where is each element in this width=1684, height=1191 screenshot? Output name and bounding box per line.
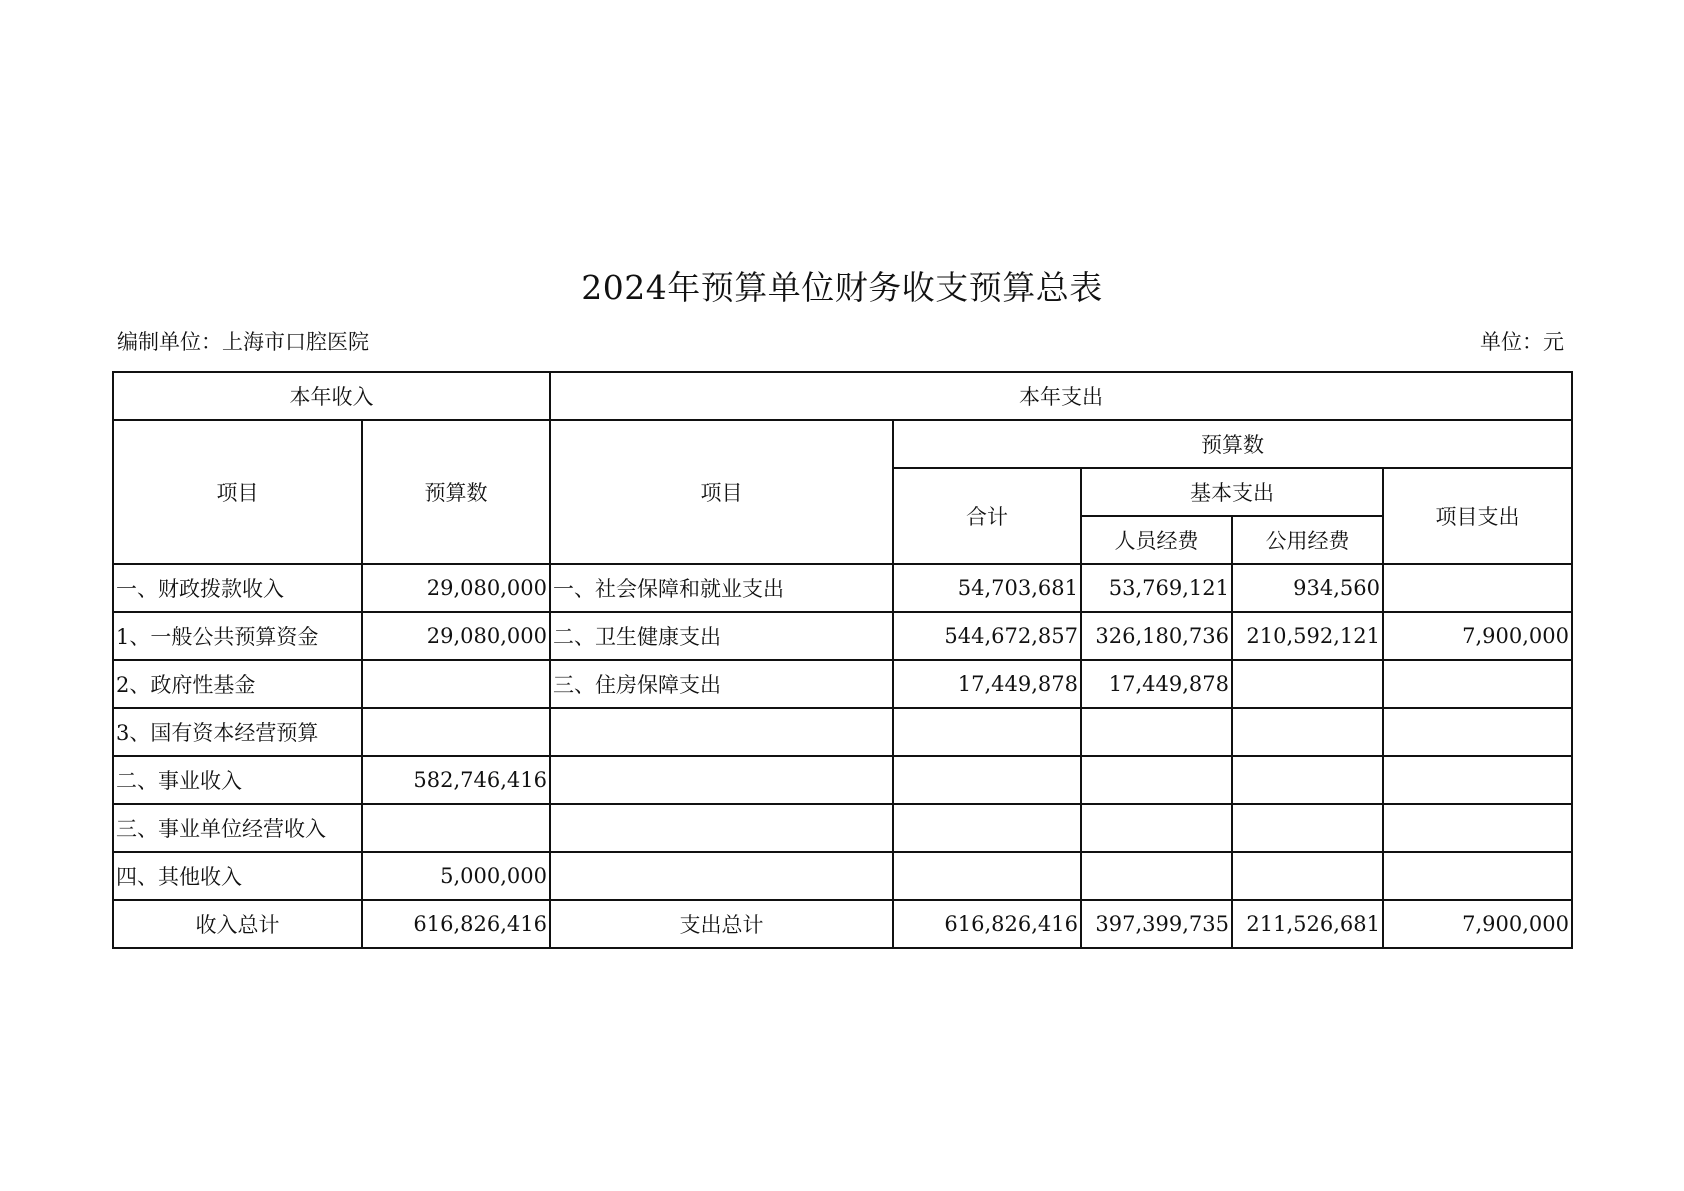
- expense-total: [893, 852, 1081, 900]
- expense-total-label: 支出总计: [550, 900, 893, 948]
- personnel-total-value: 397,399,735: [1081, 900, 1232, 948]
- income-item: 四、其他收入: [113, 852, 362, 900]
- income-budget: 29,080,000: [362, 612, 550, 660]
- expense-item: [550, 852, 893, 900]
- income-budget: 29,080,000: [362, 564, 550, 612]
- table-row: [113, 612, 1572, 660]
- expense-total: [893, 708, 1081, 756]
- expense-personnel: 326,180,736: [1081, 612, 1232, 660]
- income-budget: 5,000,000: [362, 852, 550, 900]
- expense-personnel: 53,769,121: [1081, 564, 1232, 612]
- compiling-unit: 编制单位：上海市口腔医院: [117, 330, 369, 354]
- income-group-header: 本年收入: [113, 372, 550, 420]
- expense-item: 二、卫生健康支出: [550, 612, 893, 660]
- expense-total: 17,449,878: [893, 660, 1081, 708]
- income-item: 3、国有资本经营预算: [113, 708, 362, 756]
- expense-public: [1232, 660, 1383, 708]
- project-expense-header: 项目支出: [1383, 468, 1572, 564]
- totals-row: [113, 900, 1572, 948]
- table-row: [113, 564, 1572, 612]
- income-item: 一、财政拨款收入: [113, 564, 362, 612]
- expense-total: [893, 804, 1081, 852]
- expense-public: 210,592,121: [1232, 612, 1383, 660]
- personnel-header: 人员经费: [1081, 516, 1232, 564]
- total-header: 合计: [893, 468, 1081, 564]
- expense-personnel: [1081, 852, 1232, 900]
- expense-total: 544,672,857: [893, 612, 1081, 660]
- expense-item-header: 项目: [550, 420, 893, 564]
- expense-group-header: 本年支出: [550, 372, 1572, 420]
- expense-personnel: [1081, 804, 1232, 852]
- expense-item: [550, 708, 893, 756]
- income-budget: [362, 804, 550, 852]
- income-budget: [362, 708, 550, 756]
- expense-item: 一、社会保障和就业支出: [550, 564, 893, 612]
- expense-project: [1383, 756, 1572, 804]
- expense-personnel: [1081, 708, 1232, 756]
- basic-expense-header: 基本支出: [1081, 468, 1383, 516]
- table-row: [113, 804, 1572, 852]
- budget-summary-table: [112, 371, 1573, 949]
- currency-unit: 单位：元: [1480, 330, 1564, 354]
- income-budget: 582,746,416: [362, 756, 550, 804]
- expense-item: [550, 804, 893, 852]
- expense-project: [1383, 660, 1572, 708]
- income-item: 二、事业收入: [113, 756, 362, 804]
- income-item: 1、一般公共预算资金: [113, 612, 362, 660]
- expense-personnel: [1081, 756, 1232, 804]
- public-header: 公用经费: [1232, 516, 1383, 564]
- income-budget-header: 预算数: [362, 420, 550, 564]
- table-row: [113, 708, 1572, 756]
- table-row: [113, 660, 1572, 708]
- expense-total: [893, 756, 1081, 804]
- income-total-value: 616,826,416: [362, 900, 550, 948]
- expense-project: [1383, 708, 1572, 756]
- income-budget: [362, 660, 550, 708]
- expense-public: 934,560: [1232, 564, 1383, 612]
- public-total-value: 211,526,681: [1232, 900, 1383, 948]
- table-row: [113, 852, 1572, 900]
- income-item-header: 项目: [113, 420, 362, 564]
- expense-public: [1232, 804, 1383, 852]
- expense-budget-header: 预算数: [893, 420, 1572, 468]
- income-item: 2、政府性基金: [113, 660, 362, 708]
- expense-public: [1232, 756, 1383, 804]
- table-row: [113, 756, 1572, 804]
- project-total-value: 7,900,000: [1383, 900, 1572, 948]
- expense-total: 54,703,681: [893, 564, 1081, 612]
- page-title: 2024年预算单位财务收支预算总表: [581, 268, 1103, 307]
- income-item: 三、事业单位经营收入: [113, 804, 362, 852]
- expense-total-value: 616,826,416: [893, 900, 1081, 948]
- expense-personnel: 17,449,878: [1081, 660, 1232, 708]
- expense-public: [1232, 708, 1383, 756]
- income-total-label: 收入总计: [113, 900, 362, 948]
- expense-public: [1232, 852, 1383, 900]
- expense-project: 7,900,000: [1383, 612, 1572, 660]
- expense-item: [550, 756, 893, 804]
- expense-project: [1383, 852, 1572, 900]
- expense-project: [1383, 804, 1572, 852]
- expense-project: [1383, 564, 1572, 612]
- expense-item: 三、住房保障支出: [550, 660, 893, 708]
